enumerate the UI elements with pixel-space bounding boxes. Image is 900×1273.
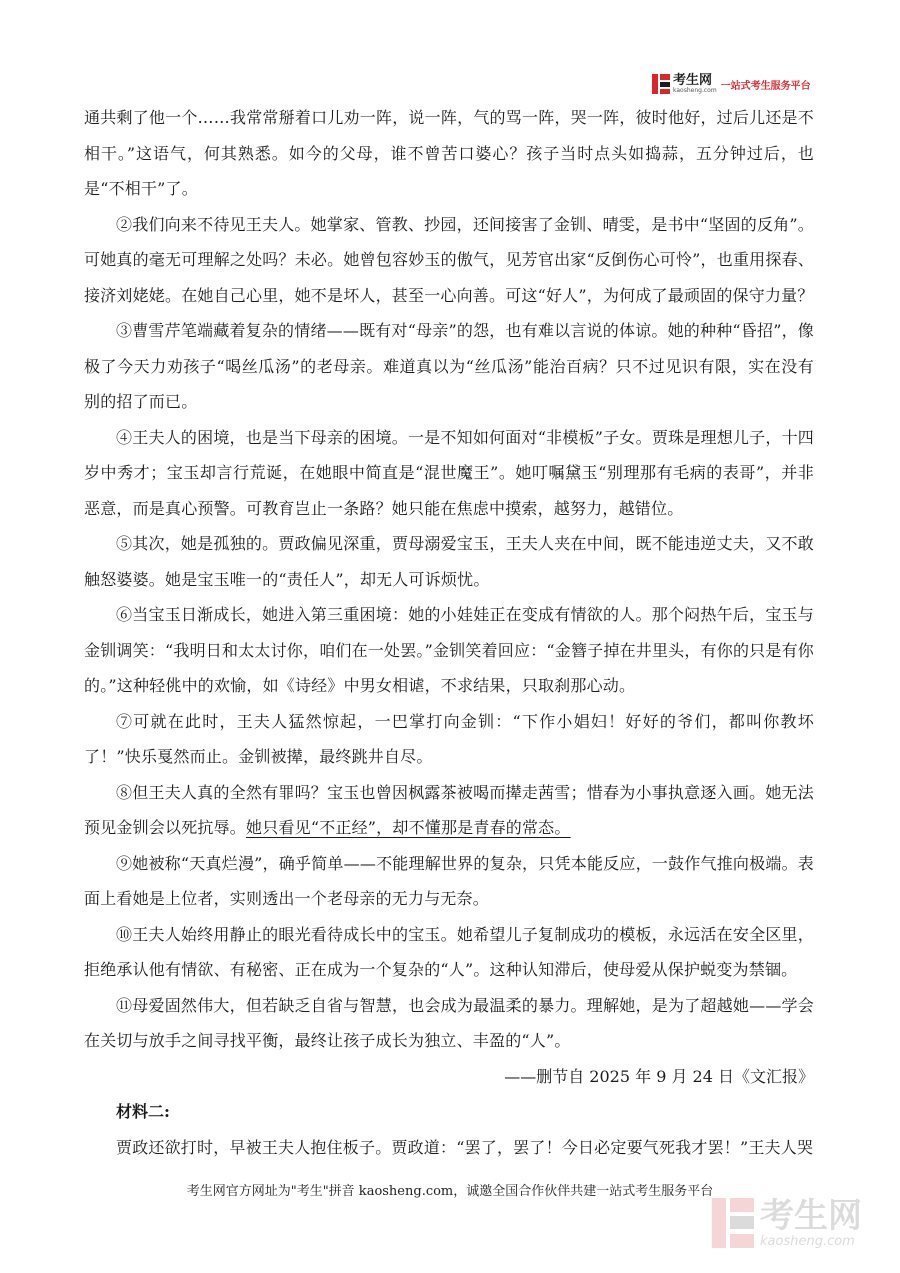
paragraph-7: ⑦可就在此时，王夫人猛然惊起，一巴掌打向金钏：“下作小娼妇！好好的爷们，都叫你教坏了！”快乐戛然而止。金钏被撵，最终跳井自尽。 (84, 711, 814, 766)
watermark-name: 考生网 (760, 1195, 862, 1236)
underlined-sentence: 她只看见“不正经”，却不懂那是青春的常态。 (246, 818, 571, 837)
article-body (84, 100, 814, 1165)
header-slogan: 一站式考生服务平台 (720, 80, 811, 92)
paragraph-8-text: ⑧但王夫人真的全然有罪吗？宝玉也曾因枫露茶被喝而撵走茜雪；惜春为小事执意逐入画。她无法预见金钏会以死抗辱。 (84, 782, 814, 837)
paragraph-5: ⑤其次，她是孤独的。贾政偏见深重，贾母溺爱宝玉，王夫人夹在中间，既不能违逆丈夫，又不敢触怒婆婆。她是宝玉唯一的“责任人”，却无人可诉烦忧。 (84, 534, 814, 589)
article-source: ——删节自 2025 年 9 月 24 日《文汇报》 (504, 1066, 814, 1086)
watermark-text (760, 1195, 862, 1249)
material-2-title: 材料二: (116, 1102, 170, 1121)
paragraph-9: ⑨她被称“天真烂漫”，确乎简单——不能理解世界的复杂，只凭本能反应，一鼓作气推向极端。表面上看她是上位者，实则透出一个老母亲的无力与无奈。 (84, 853, 814, 908)
brand-logo-icon (652, 74, 670, 94)
paragraph-3: ③曹雪芹笔端藏着复杂的情绪——既有对“母亲”的怨，也有难以言说的体谅。她的种种“昏招”，像极了今天力劝孩子“喝丝瓜汤”的老母亲。难道真以为“丝瓜汤”能治百病？只不过见识有限，实在没有别的招了而已。 (84, 321, 814, 411)
paragraph-intro: 通共剩了他一个……我常常掰着口儿劝一阵，说一阵，气的骂一阵，哭一阵，彼时他好，过后儿还是不相干。”这语气，何其熟悉。如今的父母，谁不曾苦口婆心？孩子当时点头如捣蒜，五分钟过后，也是“不相干”了。 (84, 108, 814, 198)
paragraph-2: ②我们向来不待见王夫人。她掌家、管教、抄园，还间接害了金钏、晴雯，是书中“坚固的反角”。可她真的毫无可理解之处吗？未必。她曾包容妙玉的傲气，见芳官出家“反倒伤心可怜”，也重用探春、接济刘姥姥。在她自己心里，她不是坏人，甚至一心向善。可这“好人”，为何成了最顽固的保守力量？ (84, 214, 814, 305)
paragraph-8 (84, 775, 814, 846)
logo-domain: kaosheng.com (673, 87, 717, 94)
paragraph-11: ⑪母爱固然伟大，但若缺乏自省与智慧，也会成为最温柔的暴力。理解她，是为了超越她——学会在关切与放手之间寻找平衡，最终让孩子成长为独立、丰盈的“人”。 (84, 995, 814, 1050)
logo-text (673, 74, 717, 94)
page-footer: 考生网官方网址为"考生"拼音 kaosheng.com，诚邀全国合作伙伴共建一站式考生服务平台 (186, 1184, 714, 1199)
watermark-logo (712, 1195, 862, 1249)
watermark-icon (712, 1198, 754, 1248)
material-2-text: 贾政还欲打时，早被王夫人抱住板子。贾政道：“罢了，罢了！今日必定要气死我才罢！”王夫人哭 (116, 1137, 814, 1157)
header-logo (652, 72, 811, 96)
paragraph-4: ④王夫人的困境，也是当下母亲的困境。一是不知如何面对“非模板”子女。贾珠是理想儿子，十四岁中秀才；宝玉却言行荒诞，在她眼中简直是“混世魔王”。她叮嘱黛玉“别理那有毛病的表哥”，并非恶意，而是真心预警。可教育岂止一条路？她只能在焦虑中摸索，越努力，越错位。 (84, 427, 814, 518)
paragraph-6: ⑥当宝玉日渐成长，她进入第三重困境：她的小娃娃正在变成有情欲的人。那个闷热午后，宝玉与金钏调笑：“我明日和太太讨你，咱们在一处罢。”金钏笑着回应：“金簪子掉在井里头，有你的只是有你的。”这种轻佻中的欢愉，如《诗经》中男女相谑，不求结果，只取刹那心动。 (84, 605, 814, 695)
logo-name: 考生网 (673, 73, 713, 88)
watermark-domain: kaosheng.com (760, 1233, 855, 1249)
paragraph-10: ⑩王夫人始终用静止的眼光看待成长中的宝玉。她希望儿子复制成功的模板，永远活在安全区里，拒绝承认他有情欲、有秘密、正在成为一个复杂的“人”。这种认知滞后，使母爱从保护蜕变为禁锢。 (84, 924, 814, 979)
